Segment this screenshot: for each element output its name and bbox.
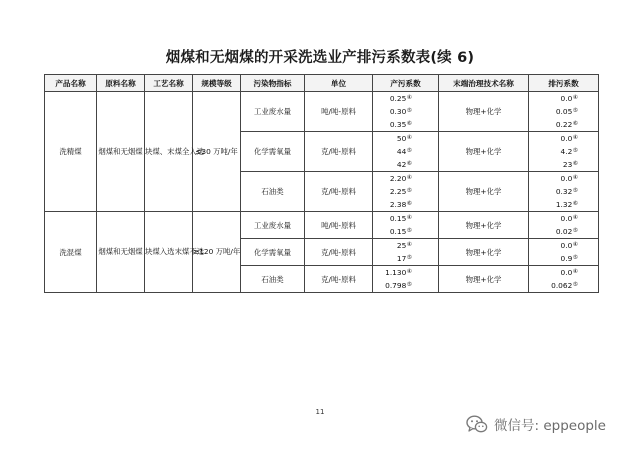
unit: 克/吨-原料 bbox=[305, 132, 373, 172]
wechat-watermark bbox=[466, 413, 606, 435]
generation-coefficient: 0.15⑤ bbox=[373, 225, 439, 239]
header-treatment-tech: 末端治理技术名称 bbox=[439, 75, 529, 92]
discharge-coefficient: 0.05⑤ bbox=[529, 105, 599, 118]
scale-level: ≤30 万吨/年 bbox=[193, 92, 241, 212]
watermark-text: 微信号: eppeople bbox=[494, 418, 606, 434]
material-name: 烟煤和无烟煤 bbox=[97, 212, 145, 293]
discharge-coefficient: 0.0④ bbox=[529, 266, 599, 280]
page-title: 烟煤和无烟煤的开采洗选业产排污系数表(续 6) bbox=[165, 50, 475, 66]
discharge-coefficient: 0.22⑥ bbox=[529, 118, 599, 132]
pollutant-name: 化学需氧量 bbox=[241, 132, 305, 172]
unit: 吨/吨-原料 bbox=[305, 212, 373, 239]
discharge-coefficient: 4.2⑤ bbox=[529, 145, 599, 158]
generation-coefficient: 0.30⑤ bbox=[373, 105, 439, 118]
material-name: 烟煤和无烟煤 bbox=[97, 92, 145, 212]
table-row bbox=[45, 92, 599, 106]
treatment-tech: 物理+化学 bbox=[439, 92, 529, 132]
pollutant-name: 石油类 bbox=[241, 266, 305, 293]
generation-coefficient: 2.38⑥ bbox=[373, 198, 439, 212]
unit: 吨/吨-原料 bbox=[305, 92, 373, 132]
header-process: 工艺名称 bbox=[145, 75, 193, 92]
generation-coefficient: 2.25⑤ bbox=[373, 185, 439, 198]
header-pollutant: 污染物指标 bbox=[241, 75, 305, 92]
pollutant-name: 石油类 bbox=[241, 172, 305, 212]
discharge-coefficient: 0.9⑤ bbox=[529, 252, 599, 266]
table-header-row bbox=[45, 75, 599, 92]
treatment-tech: 物理+化学 bbox=[439, 266, 529, 293]
wechat-icon bbox=[466, 415, 488, 434]
header-generation-coef: 产污系数 bbox=[373, 75, 439, 92]
unit: 克/吨-原料 bbox=[305, 266, 373, 293]
emission-coefficient-table bbox=[44, 74, 599, 293]
page-number: 11 bbox=[315, 408, 325, 416]
generation-coefficient: 0.25④ bbox=[373, 92, 439, 106]
generation-coefficient: 0.798⑤ bbox=[373, 279, 439, 293]
product-name: 洗混煤 bbox=[45, 212, 97, 293]
pollutant-name: 工业废水量 bbox=[241, 212, 305, 239]
product-name: 洗精煤 bbox=[45, 92, 97, 212]
pollutant-name: 化学需氧量 bbox=[241, 239, 305, 266]
discharge-coefficient: 0.0④ bbox=[529, 212, 599, 226]
generation-coefficient: 0.35⑥ bbox=[373, 118, 439, 132]
treatment-tech: 物理+化学 bbox=[439, 239, 529, 266]
process-name: 块煤入选末煤不选 bbox=[145, 212, 193, 293]
table-row bbox=[45, 212, 599, 226]
discharge-coefficient: 0.062⑤ bbox=[529, 279, 599, 293]
scale-level: ≥120 万吨/年 bbox=[193, 212, 241, 293]
discharge-coefficient: 0.02⑤ bbox=[529, 225, 599, 239]
treatment-tech: 物理+化学 bbox=[439, 172, 529, 212]
generation-coefficient: 25④ bbox=[373, 239, 439, 253]
discharge-coefficient: 0.0④ bbox=[529, 239, 599, 253]
discharge-coefficient: 0.32⑤ bbox=[529, 185, 599, 198]
header-material: 原料名称 bbox=[97, 75, 145, 92]
discharge-coefficient: 1.32⑥ bbox=[529, 198, 599, 212]
header-unit: 单位 bbox=[305, 75, 373, 92]
treatment-tech: 物理+化学 bbox=[439, 132, 529, 172]
discharge-coefficient: 0.0④ bbox=[529, 92, 599, 106]
process-name: 块煤、末煤全入选 bbox=[145, 92, 193, 212]
discharge-coefficient: 0.0④ bbox=[529, 172, 599, 186]
header-discharge-coef: 排污系数 bbox=[529, 75, 599, 92]
pollutant-name: 工业废水量 bbox=[241, 92, 305, 132]
generation-coefficient: 44⑤ bbox=[373, 145, 439, 158]
header-scale: 规模等级 bbox=[193, 75, 241, 92]
generation-coefficient: 50④ bbox=[373, 132, 439, 146]
discharge-coefficient: 0.0④ bbox=[529, 132, 599, 146]
unit: 克/吨-原料 bbox=[305, 239, 373, 266]
header-product: 产品名称 bbox=[45, 75, 97, 92]
generation-coefficient: 1.130④ bbox=[373, 266, 439, 280]
discharge-coefficient: 23⑥ bbox=[529, 158, 599, 172]
generation-coefficient: 2.20④ bbox=[373, 172, 439, 186]
unit: 克/吨-原料 bbox=[305, 172, 373, 212]
generation-coefficient: 17⑤ bbox=[373, 252, 439, 266]
generation-coefficient: 42⑥ bbox=[373, 158, 439, 172]
treatment-tech: 物理+化学 bbox=[439, 212, 529, 239]
generation-coefficient: 0.15④ bbox=[373, 212, 439, 226]
